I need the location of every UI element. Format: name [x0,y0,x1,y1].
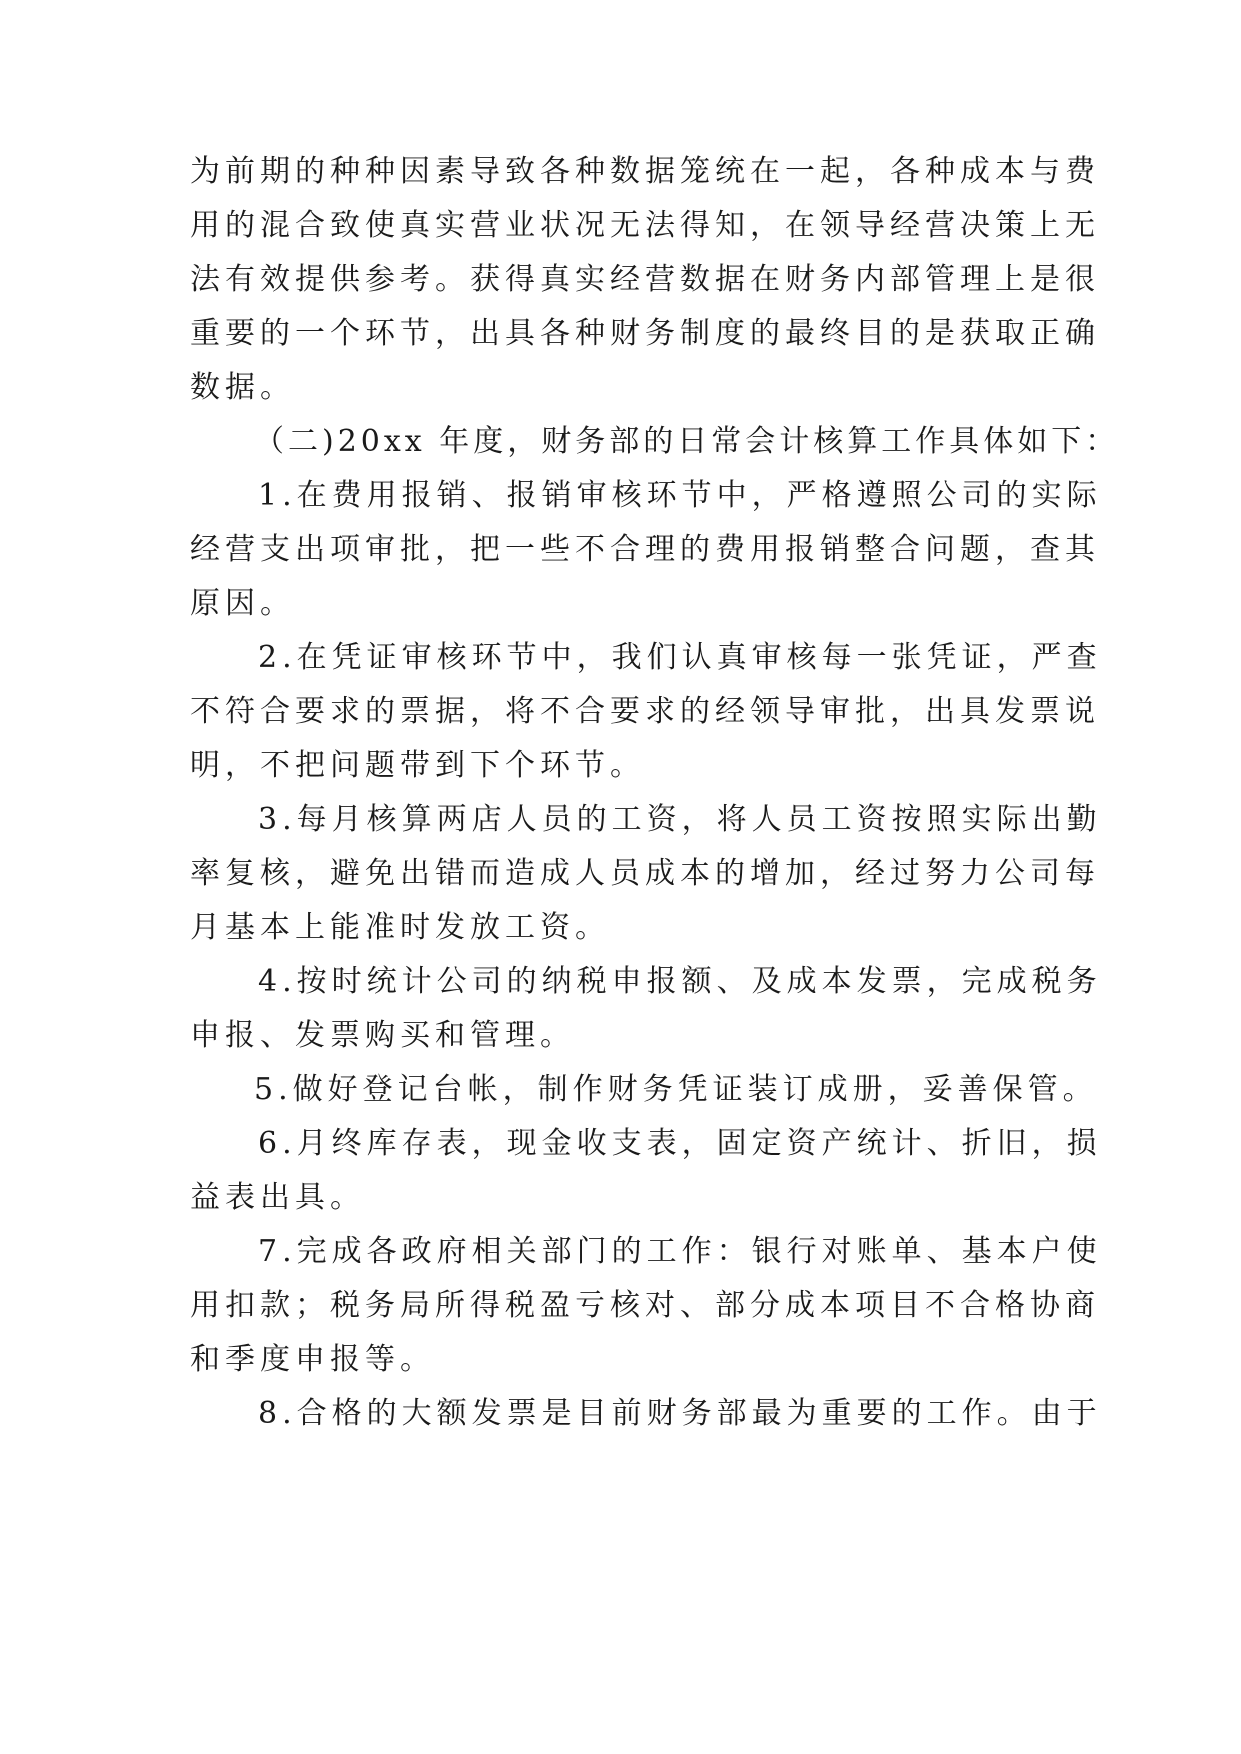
text-line: 不符合要求的票据，将不合要求的经领导审批，出具发票说 [190,694,1100,729]
text-line: 经营支出项审批，把一些不合理的费用报销整合问题，查其 [190,532,1100,567]
list-item-1: 1.在费用报销、报销审核环节中，严格遵照公司的实际 [258,478,1102,513]
text-line: 法有效提供参考。获得真实经营数据在财务内部管理上是很 [190,262,1100,297]
text-line: 和季度申报等。 [190,1342,435,1377]
text-line: 为前期的种种因素导致各种数据笼统在一起，各种成本与费 [190,154,1100,189]
text-line: 用扣款；税务局所得税盈亏核对、部分成本项目不合格协商 [190,1288,1100,1323]
text-line: 原因。 [190,586,295,621]
list-item-7: 7.完成各政府相关部门的工作：银行对账单、基本户使 [258,1234,1102,1269]
list-item-5: 5.做好登记台帐，制作财务凭证装订成册，妥善保管。 [254,1072,1098,1107]
text-line: 明，不把问题带到下个环节。 [190,748,645,783]
text-line: 月基本上能准时发放工资。 [190,910,610,945]
text-line: 数据。 [190,370,295,405]
list-item-6: 6.月终库存表，现金收支表，固定资产统计、折旧，损 [258,1126,1102,1161]
list-item-8: 8.合格的大额发票是目前财务部最为重要的工作。由于 [258,1396,1102,1431]
list-item-4: 4.按时统计公司的纳税申报额、及成本发票，完成税务 [258,964,1102,999]
text-line: 申报、发票购买和管理。 [190,1018,575,1053]
text-line: 率复核，避免出错而造成人员成本的增加，经过努力公司每 [190,856,1100,891]
list-item-2: 2.在凭证审核环节中，我们认真审核每一张凭证，严查 [258,640,1102,675]
text-line: 用的混合致使真实营业状况无法得知，在领导经营决策上无 [190,208,1100,243]
list-item-3: 3.每月核算两店人员的工资，将人员工资按照实际出勤 [258,802,1102,837]
text-line: 重要的一个环节，出具各种财务制度的最终目的是获取正确 [190,316,1100,351]
section-heading: （二)20xx 年度，财务部的日常会计核算工作具体如下： [254,424,1120,459]
text-line: 益表出具。 [190,1180,365,1215]
